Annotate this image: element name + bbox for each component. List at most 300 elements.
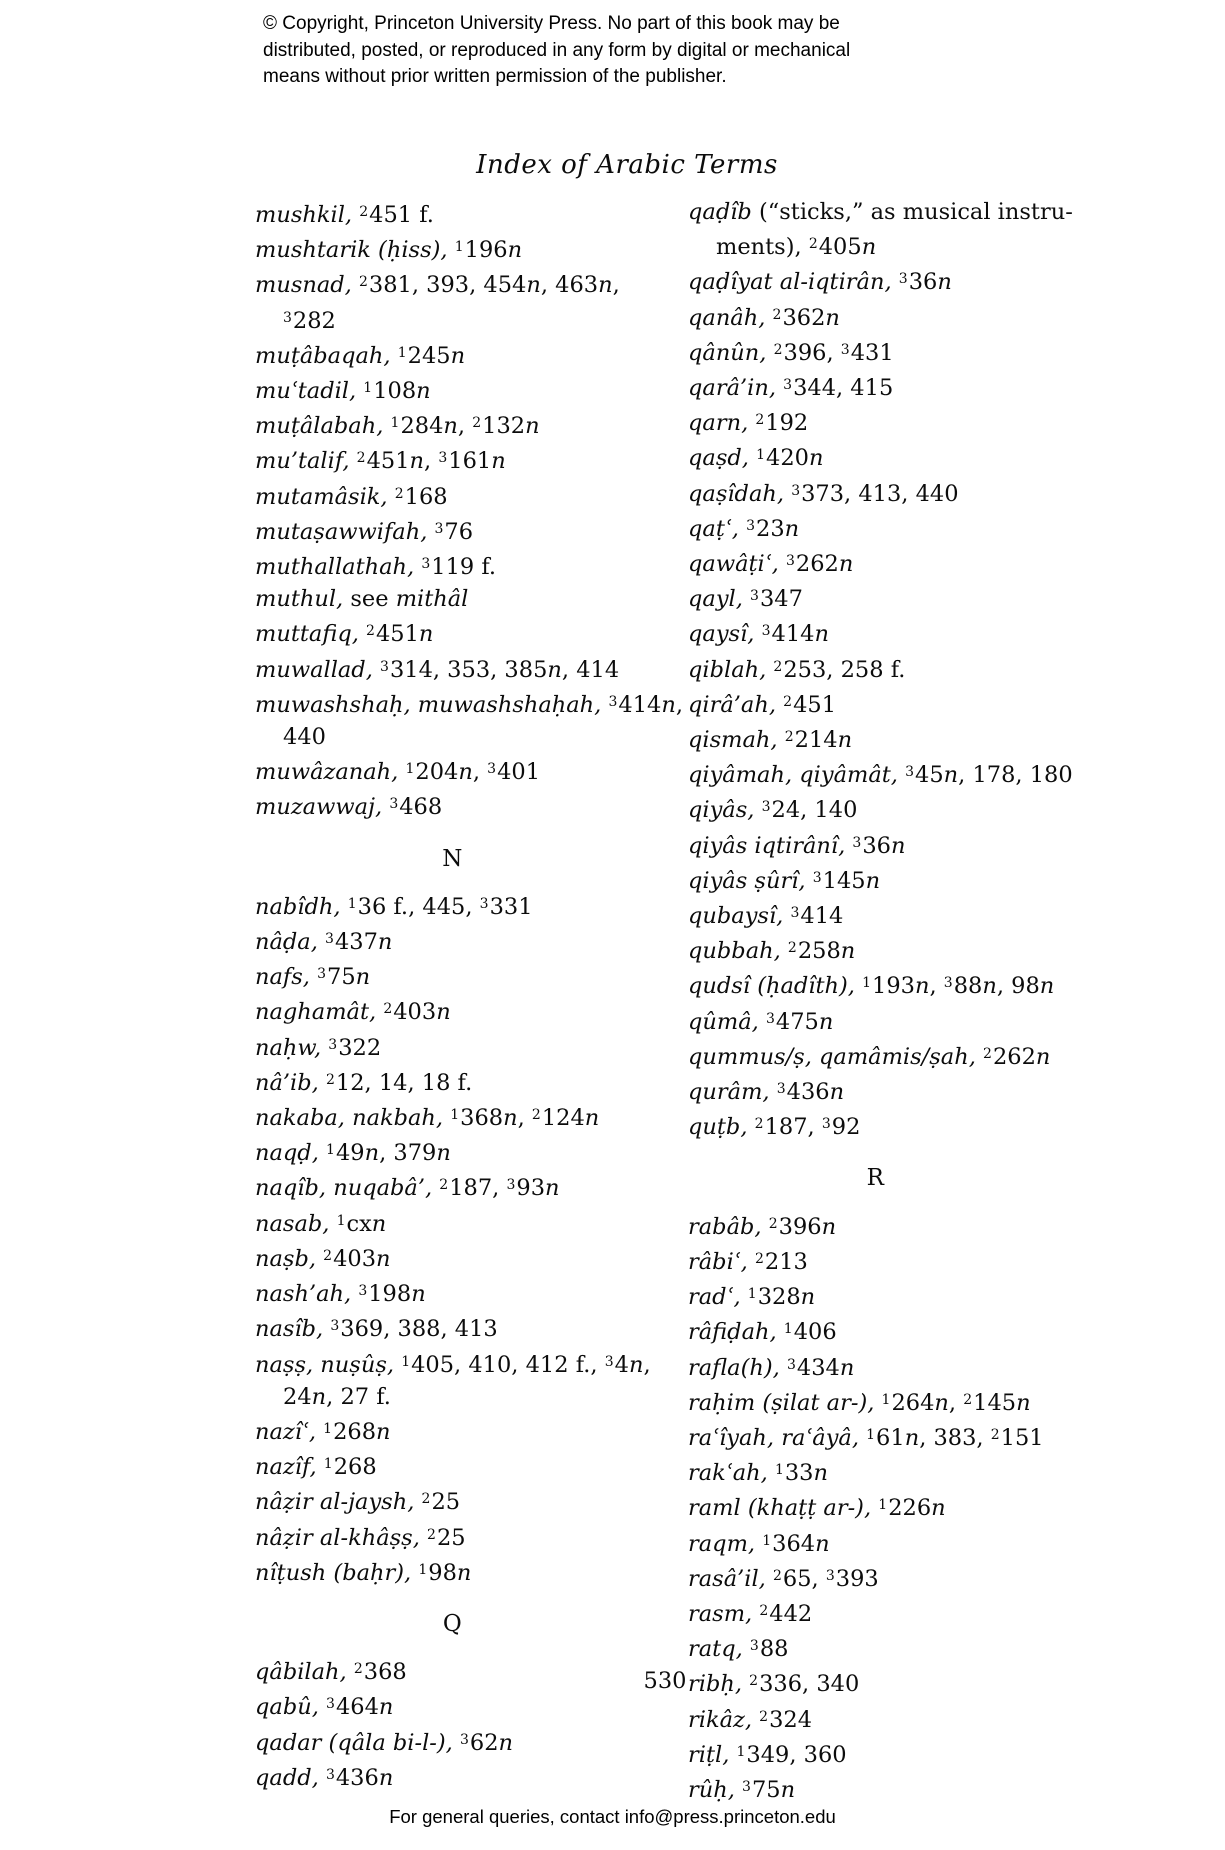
term-text: qadd, <box>255 1764 326 1791</box>
entry-line <box>255 1169 650 1204</box>
page-ref: 226 <box>888 1495 932 1522</box>
page-ref: 437 <box>334 929 378 956</box>
page-ref: 24 <box>283 1383 312 1410</box>
volume-superscript: 1 <box>756 447 765 464</box>
index-entry <box>688 510 1063 545</box>
entry-line <box>255 513 650 548</box>
index-entry <box>688 196 1073 263</box>
term-text: nâḍa, <box>255 929 326 956</box>
term-text: qarâ’in, <box>688 375 784 402</box>
entry-line-continuation <box>255 302 650 337</box>
volume-superscript: 3 <box>761 799 771 816</box>
page-ref: 258 <box>797 938 841 965</box>
term-text: nabîdh, <box>255 893 348 920</box>
entry-line <box>255 1134 650 1169</box>
page-ref: 396, <box>783 339 841 366</box>
term-text: muwashshaḥ, muwashshaḥah, <box>255 691 609 718</box>
page-ref: , 379 <box>379 1140 437 1167</box>
term-text: raḥim (ṣilat ar-), <box>688 1389 882 1416</box>
term-text: qaṣd, <box>688 445 757 472</box>
volume-superscript: 2 <box>356 450 366 467</box>
index-entry <box>688 932 1063 967</box>
entry-line <box>255 1099 650 1134</box>
page-ref: 88 <box>759 1636 789 1663</box>
entry-line <box>688 862 1063 897</box>
term-text: n <box>436 999 451 1026</box>
page-ref: 393 <box>835 1565 879 1592</box>
index-entry <box>255 1554 650 1589</box>
page-ref: 145 <box>822 867 866 894</box>
term-text: qubaysî, <box>688 903 791 930</box>
term-text: n <box>498 1729 514 1756</box>
term-text: n <box>943 762 959 789</box>
volume-superscript: 3 <box>905 764 915 781</box>
volume-superscript: 3 <box>380 658 389 675</box>
volume-superscript: 2 <box>472 415 482 432</box>
volume-superscript: 3 <box>328 1036 338 1053</box>
index-entry <box>688 1771 1063 1806</box>
page-ref: 440 <box>283 724 326 751</box>
page-ref: 75 <box>751 1776 781 1803</box>
volume-superscript: 3 <box>326 1696 335 1713</box>
index-entry <box>688 334 1063 369</box>
page-ref: , 178, 180 <box>958 762 1073 789</box>
term-text: n <box>418 621 434 648</box>
term-text: n <box>829 1079 845 1106</box>
volume-superscript: 1 <box>762 1532 772 1549</box>
entry-line <box>688 1073 1063 1108</box>
volume-superscript: 2 <box>359 274 368 291</box>
index-entry <box>255 888 650 923</box>
term-text: n <box>865 867 881 894</box>
entry-line <box>688 1630 1063 1665</box>
page-ref: 92 <box>831 1114 861 1141</box>
term-text: qurâm, <box>688 1079 777 1106</box>
volume-superscript: 2 <box>759 1708 769 1725</box>
term-text: naḥw, <box>255 1034 329 1061</box>
volume-superscript: 2 <box>990 1426 1000 1443</box>
term-text: qaḍîb <box>688 199 759 225</box>
term-text: nash’ah, <box>255 1281 359 1308</box>
index-entry <box>255 1519 650 1554</box>
volume-superscript: 3 <box>434 520 444 537</box>
term-text: n <box>1035 1043 1051 1070</box>
term-text: n <box>409 448 425 475</box>
index-entry <box>255 1029 650 1064</box>
page-ref: 373, 413, 440 <box>801 480 959 507</box>
index-entry <box>255 583 650 615</box>
term-text: qudsî (ḥadîth), <box>688 973 863 1000</box>
volume-superscript: 2 <box>773 658 783 675</box>
page-ref: 161 <box>448 448 492 475</box>
index-entry <box>255 1240 650 1275</box>
entry-line <box>255 196 650 231</box>
index-entry <box>688 299 1063 334</box>
term-text: raʿîyah, raʿâyâ, <box>688 1424 867 1451</box>
term-text: muthallathah, <box>255 554 422 581</box>
volume-superscript: 2 <box>325 1071 335 1088</box>
volume-superscript: 2 <box>749 1673 759 1690</box>
index-entry <box>688 1349 1063 1384</box>
volume-superscript: 3 <box>330 1318 340 1335</box>
entry-line <box>688 1243 1063 1278</box>
page-title: Index of Arabic Terms <box>476 150 778 180</box>
entry-line <box>255 1346 650 1381</box>
copyright-line-3: means without prior written permission of the publisher. <box>263 66 727 87</box>
page-ref: 368 <box>460 1105 504 1132</box>
term-text: n <box>525 413 540 440</box>
page-ref: 36 f., 445, <box>357 893 480 920</box>
volume-superscript: 3 <box>421 556 431 573</box>
entry-line <box>255 372 650 407</box>
page-ref: 75 <box>327 964 356 991</box>
term-text: mu’talif, <box>255 448 357 475</box>
index-entry <box>255 1483 650 1518</box>
entry-line <box>688 1208 1063 1243</box>
index-entry <box>255 1346 650 1413</box>
page-ref: 396 <box>778 1213 822 1240</box>
index-entry <box>255 266 650 336</box>
term-text: nâ’ib, <box>255 1069 326 1096</box>
term-text: qiblah, <box>688 656 774 683</box>
term-text: naqîb, nuqabâ’, <box>255 1175 440 1202</box>
page-ref: 151 <box>1000 1424 1044 1451</box>
page-ref: 420 <box>766 445 809 472</box>
volume-superscript: 2 <box>772 306 782 323</box>
entry-line <box>255 266 650 301</box>
volume-superscript: 3 <box>325 1766 335 1783</box>
volume-superscript: 3 <box>389 796 399 813</box>
term-text: n <box>838 551 854 578</box>
page-ref: , <box>948 1389 964 1416</box>
page-ref: 192 <box>765 410 809 437</box>
volume-superscript: 2 <box>983 1045 992 1062</box>
page-ref: , 27 f. <box>326 1383 391 1410</box>
entry-line <box>688 439 1063 474</box>
entry-line <box>255 1064 650 1099</box>
page-ref: 33 <box>784 1460 814 1487</box>
term-text: rasm, <box>688 1600 760 1627</box>
volume-superscript: 1 <box>390 415 400 432</box>
entry-line <box>688 721 1063 756</box>
volume-superscript: 3 <box>487 761 497 778</box>
page-ref: (“sticks,” as musical instru- <box>758 199 1073 225</box>
entry-line <box>255 231 650 266</box>
term-text: qiyâmah, qiyâmât, <box>688 762 906 789</box>
index-entry <box>255 337 650 372</box>
page-ref: 65, <box>782 1565 826 1592</box>
term-text: raqm, <box>688 1530 763 1557</box>
index-entry <box>255 1413 650 1448</box>
term-text: nazîf, <box>255 1454 324 1481</box>
entry-line <box>688 1560 1063 1595</box>
index-entry <box>255 372 650 407</box>
term-text: n <box>1016 1389 1031 1416</box>
entry-line <box>255 1413 650 1448</box>
index-entry <box>688 1313 1063 1348</box>
volume-superscript: 3 <box>791 482 801 499</box>
term-text: n <box>364 1140 380 1167</box>
index-entry <box>688 1560 1063 1595</box>
page-ref: 336, 340 <box>759 1671 860 1698</box>
page-ref: 145 <box>973 1389 1017 1416</box>
entry-line <box>688 1525 1063 1560</box>
term-text: nâẓir al-jaysh, <box>255 1489 422 1516</box>
volume-superscript: 3 <box>812 869 822 886</box>
term-text: muzawwaj, <box>255 794 390 821</box>
entry-line <box>688 196 1073 228</box>
page-ref: 61 <box>876 1424 905 1451</box>
volume-superscript: 1 <box>862 975 872 992</box>
copyright-line-2: distributed, posted, or reproduced in any form by digital or mechanical <box>263 39 851 61</box>
entry-line <box>688 1454 1063 1489</box>
page-ref: 403 <box>333 1245 377 1272</box>
entry-line <box>255 1240 650 1275</box>
entry-line <box>255 478 650 513</box>
entry-line <box>688 897 1063 932</box>
page-ref: , <box>675 691 684 718</box>
index-entry <box>255 958 650 993</box>
index-entry <box>255 231 650 266</box>
volume-superscript: 2 <box>784 729 794 746</box>
volume-superscript: 2 <box>323 1247 333 1264</box>
volume-superscript: 1 <box>397 344 407 361</box>
entry-line <box>688 580 1063 615</box>
index-entry <box>688 1454 1063 1489</box>
volume-superscript: 2 <box>754 1116 764 1133</box>
index-entry <box>255 923 650 958</box>
page-ref: see <box>350 586 396 613</box>
page-number: 530 <box>643 1668 687 1694</box>
page-ref: 196 <box>464 237 508 264</box>
term-text: n <box>456 1559 472 1586</box>
page-ref: 204 <box>415 759 459 786</box>
term-text: qubbah, <box>688 938 788 965</box>
index-entry <box>255 1064 650 1099</box>
index-entry <box>255 753 650 788</box>
volume-superscript: 2 <box>427 1526 436 1543</box>
page-ref: 98 <box>428 1559 457 1586</box>
volume-superscript: 2 <box>366 623 375 640</box>
term-text: n <box>861 234 877 261</box>
entry-line <box>688 404 1063 439</box>
volume-superscript: 3 <box>746 517 755 534</box>
volume-superscript: 1 <box>418 1561 428 1578</box>
term-text: qarn, <box>688 410 756 437</box>
page-ref: 349, 360 <box>746 1741 847 1768</box>
entry-line <box>688 615 1063 650</box>
page-ref: 24, 140 <box>771 797 858 824</box>
term-text: n <box>450 342 466 369</box>
term-text: n <box>355 964 371 991</box>
entry-line <box>255 1448 650 1483</box>
volume-superscript: 1 <box>363 380 373 397</box>
volume-superscript: 1 <box>323 1420 333 1437</box>
index-entry <box>688 1630 1063 1665</box>
entry-line <box>255 1759 650 1794</box>
page-ref: , <box>457 413 473 440</box>
volume-superscript: 3 <box>852 834 862 851</box>
entry-line <box>255 1724 650 1759</box>
volume-superscript: 1 <box>347 895 357 912</box>
entry-line-continuation <box>255 721 650 753</box>
term-text: qânûn, <box>688 339 774 366</box>
term-text: rakʿah, <box>688 1460 775 1487</box>
term-text: riṭl, <box>688 1741 737 1768</box>
term-text: n <box>904 1424 920 1451</box>
term-text: muwâzanah, <box>255 759 406 786</box>
entry-line <box>255 686 684 721</box>
index-entry <box>688 545 1063 580</box>
index-entry <box>255 615 650 650</box>
term-text: n <box>311 1383 327 1410</box>
term-text: qaysî, <box>688 621 762 648</box>
volume-superscript: 3 <box>459 1731 469 1748</box>
term-text: n <box>416 378 431 405</box>
page-ref: 262 <box>795 551 839 578</box>
index-entry <box>255 407 650 442</box>
volume-superscript: 1 <box>747 1286 757 1303</box>
volume-superscript: 1 <box>736 1743 746 1760</box>
entry-line-continuation <box>688 228 1063 263</box>
term-text: nîṭush (baḥr), <box>255 1559 419 1586</box>
volume-superscript: 3 <box>438 450 448 467</box>
index-entry <box>255 548 650 583</box>
term-text: n <box>378 1694 394 1721</box>
index-entry <box>255 513 650 548</box>
volume-superscript: 2 <box>773 341 783 358</box>
index-entry <box>688 1595 1063 1630</box>
term-text: n <box>376 1418 391 1445</box>
term-text: n <box>503 1105 518 1132</box>
term-text: n <box>839 1354 855 1381</box>
volume-superscript: 1 <box>774 1462 784 1479</box>
page-ref: , <box>517 1105 532 1132</box>
term-text: mutamâsik, <box>255 483 395 510</box>
entry-line <box>688 510 1063 545</box>
term-text: n <box>784 515 800 542</box>
volume-superscript: 2 <box>531 1107 541 1124</box>
volume-superscript: 1 <box>450 1107 460 1124</box>
page-ref: 364 <box>772 1530 816 1557</box>
entry-line <box>255 993 650 1028</box>
term-text: qiyâs ṣûrî, <box>688 867 813 894</box>
volume-superscript: 1 <box>783 1321 793 1338</box>
index-entry <box>688 1384 1063 1419</box>
page-ref: 193 <box>872 973 915 1000</box>
volume-superscript: 3 <box>765 1010 775 1027</box>
page-ref: 451 <box>793 691 837 718</box>
page-ref: , <box>643 1351 651 1378</box>
page-ref: 436 <box>786 1079 830 1106</box>
page-ref: , 98 <box>996 973 1040 1000</box>
volume-superscript: 2 <box>359 204 369 220</box>
term-text: n <box>890 832 906 859</box>
volume-superscript: 2 <box>383 1001 393 1018</box>
volume-superscript: 2 <box>768 1215 778 1232</box>
term-text: qismah, <box>688 727 785 754</box>
page-ref: 406 <box>793 1319 837 1346</box>
entry-line <box>688 369 1063 404</box>
page-ref: 88 <box>953 973 983 1000</box>
entry-line <box>688 1419 1063 1454</box>
page-ref: 381, 393, 454 <box>368 272 527 299</box>
term-text: n <box>378 1764 394 1791</box>
entry-line <box>255 1519 650 1554</box>
index-entry <box>688 369 1063 404</box>
term-text: n <box>443 413 458 440</box>
index-entry <box>688 615 1063 650</box>
page-ref: 268 <box>333 1418 377 1445</box>
index-entry <box>688 439 1063 474</box>
term-text: naṣb, <box>255 1245 324 1272</box>
term-text: mushtarik (ḥiss), <box>255 237 455 264</box>
entry-line <box>688 1349 1063 1384</box>
page-ref: 436 <box>335 1764 379 1791</box>
index-entry <box>688 1003 1063 1038</box>
entry-line <box>255 615 650 650</box>
volume-superscript: 2 <box>783 693 793 710</box>
section-header-R: R <box>866 1165 885 1192</box>
term-text: qayl, <box>688 586 751 613</box>
section-header-N: N <box>442 845 463 872</box>
term-text: n <box>813 1460 828 1487</box>
page-ref: , <box>929 973 944 1000</box>
term-text: quṭb, <box>688 1114 755 1141</box>
index-entry <box>688 651 1063 686</box>
term-text: raml (khaṭṭ ar-), <box>688 1495 879 1522</box>
term-text: muṭâlabah, <box>255 413 391 440</box>
page-ref: 187, <box>764 1114 822 1141</box>
volume-superscript: 3 <box>790 905 800 922</box>
index-entry <box>688 1736 1063 1771</box>
term-text: n <box>371 1210 387 1237</box>
term-text: n <box>800 1284 816 1311</box>
index-entry <box>688 827 1063 862</box>
term-text: qaṭʿ, <box>688 515 747 542</box>
term-text: n <box>661 691 676 718</box>
term-text: n <box>376 1245 391 1272</box>
volume-superscript: 1 <box>866 1426 876 1443</box>
page-ref: 368 <box>363 1659 407 1686</box>
term-text: qiyâs, <box>688 797 762 824</box>
term-text: naṣṣ, nuṣûṣ, <box>255 1351 402 1378</box>
entry-line <box>688 1736 1063 1771</box>
volume-superscript: 2 <box>772 1567 782 1584</box>
entry-line <box>688 1384 1063 1419</box>
term-text: n <box>598 272 613 299</box>
term-text: qûmâ, <box>688 1008 766 1035</box>
volume-superscript: 3 <box>786 1356 796 1373</box>
term-text: qadar (qâla bi-l-), <box>255 1729 460 1756</box>
volume-superscript: 3 <box>840 341 850 358</box>
copyright-line-1: © Copyright, Princeton University Press. No part of this book may be <box>263 13 840 34</box>
page-ref: 414 <box>771 621 815 648</box>
entry-line <box>255 1310 650 1345</box>
page-ref: 282 <box>292 307 336 334</box>
term-text: qanâh, <box>688 304 773 331</box>
volume-superscript: 1 <box>326 1142 335 1159</box>
volume-superscript: 3 <box>750 588 759 605</box>
volume-superscript: 2 <box>963 1391 973 1408</box>
page-ref: 434 <box>796 1354 840 1381</box>
entry-line <box>255 923 650 958</box>
entry-line <box>255 1205 650 1240</box>
volume-superscript: 3 <box>749 1638 759 1655</box>
term-text: rafla(h), <box>688 1354 787 1381</box>
index-entry <box>255 686 684 753</box>
index-entry <box>688 897 1063 932</box>
